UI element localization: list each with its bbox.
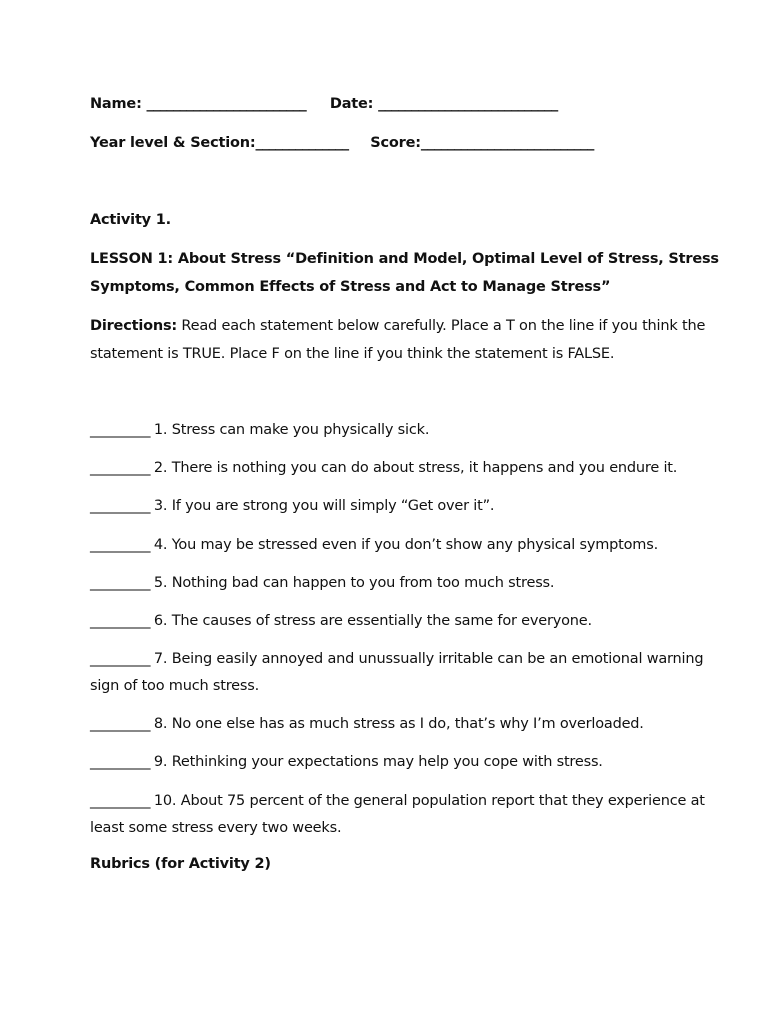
- question-text: 4. You may be stressed even if you don’t show any physical symptoms.: [153, 537, 658, 553]
- date-blank[interactable]: ___________________________: [378, 96, 558, 112]
- question-text: 1. Stress can make you physically sick.: [153, 422, 430, 438]
- directions: [90, 312, 720, 368]
- question-item: [90, 788, 720, 842]
- year-score-row: [90, 135, 594, 151]
- question-item: [90, 646, 720, 700]
- question-item: [90, 493, 720, 520]
- name-blank[interactable]: ________________________: [146, 96, 307, 112]
- answer-blank[interactable]: _________: [90, 575, 150, 591]
- score-blank[interactable]: __________________________: [420, 135, 594, 151]
- question-text: 3. If you are strong you will simply “Get over it”.: [153, 498, 495, 514]
- question-item: [90, 749, 720, 776]
- question-item: [90, 570, 720, 597]
- year-section-blank[interactable]: ______________: [255, 135, 349, 151]
- question-item: [90, 532, 720, 559]
- answer-blank[interactable]: _________: [90, 422, 150, 438]
- directions-text: Read each statement below carefully. Place a T on the line if you think the statement is TRUE. Place F on the line if you think the statement is FALSE.: [90, 318, 706, 362]
- rubrics-title: Rubrics (for Activity 2): [90, 856, 271, 872]
- name-label: Name:: [90, 96, 142, 112]
- question-text: 7. Being easily annoyed and unussually irritable can be an emotional warning sign of too much stress.: [90, 651, 704, 694]
- question-item: [90, 608, 720, 635]
- answer-blank[interactable]: _________: [90, 716, 150, 732]
- question-text: 6. The causes of stress are essentially the same for everyone.: [153, 613, 592, 629]
- answer-blank[interactable]: _________: [90, 651, 150, 667]
- question-item: [90, 711, 720, 738]
- directions-label: Directions:: [90, 318, 178, 334]
- answer-blank[interactable]: _________: [90, 613, 150, 629]
- question-text: 8. No one else has as much stress as I do, that’s why I’m overloaded.: [153, 716, 644, 732]
- question-text: 9. Rethinking your expectations may help you cope with stress.: [153, 754, 603, 770]
- question-text: 10. About 75 percent of the general population report that they experience at least some stress every two weeks.: [90, 793, 705, 836]
- score-label: Score:: [370, 135, 421, 151]
- answer-blank[interactable]: _________: [90, 754, 150, 770]
- question-item: [90, 417, 720, 444]
- answer-blank[interactable]: _________: [90, 460, 150, 476]
- lesson-title: LESSON 1: About Stress “Definition and Model, Optimal Level of Stress, Stress Symptoms, Common Effects of Stress and Act to Manage Stress”: [90, 251, 719, 295]
- answer-blank[interactable]: _________: [90, 537, 150, 553]
- answer-blank[interactable]: _________: [90, 793, 150, 809]
- answer-blank[interactable]: _________: [90, 498, 150, 514]
- date-label: Date:: [329, 96, 374, 112]
- year-section-label: Year level & Section:: [90, 135, 256, 151]
- activity-title: Activity 1.: [90, 212, 171, 228]
- question-text: 5. Nothing bad can happen to you from too much stress.: [153, 575, 555, 591]
- question-text: 2. There is nothing you can do about stress, it happens and you endure it.: [153, 460, 678, 476]
- question-item: [90, 455, 720, 482]
- name-date-row: [90, 96, 558, 112]
